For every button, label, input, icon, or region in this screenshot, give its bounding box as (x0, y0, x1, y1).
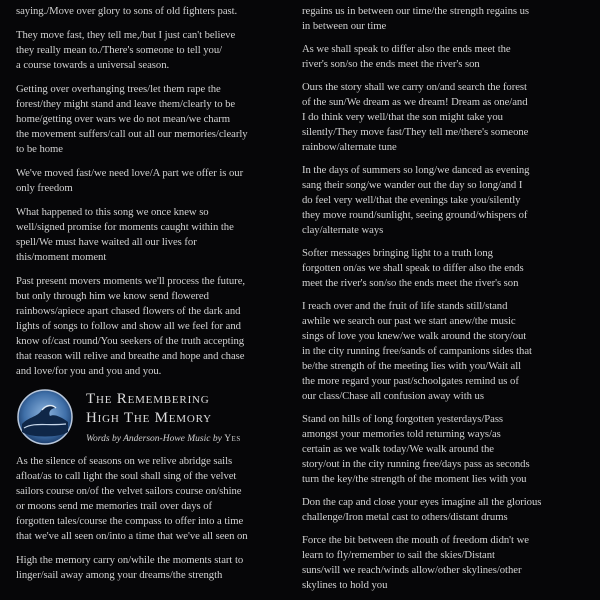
lyric-paragraph: Getting over overhanging trees/let them rape the forest/they might stand and leave them/clearly to be home/getting over wars we do not mean/we charm the movement suffers/call out all our memories/clearly to be home (16, 83, 248, 155)
credits-band: Yes (224, 434, 241, 444)
lyric-paragraph: We've moved fast/we need love/A part we offer is our only freedom (16, 167, 244, 194)
lyric-paragraph: High the memory carry on/while the moments start to linger/sail away among your dreams/the strength (16, 554, 244, 581)
lyric-paragraph: Stand on hills of long forgotten yesterdays/Pass amongst your memories told returning ways/as certain as we walk today/We walk around the story/out in the city running free/days pass as seconds turn the key/the strength of the moment lies with you (302, 413, 530, 485)
lyric-paragraph: As the silence of seasons on we relive abridge sails afloat/as to call light the soul shall sing of the velvet sailors course on/of the velvet sailors course on/shine or moons send me memories trail over days of forgotten tales/course the compass to offer into a time that we've all seen on/into a time that we've all seen on (16, 455, 248, 542)
song-title-line-2: High The Memory (86, 410, 212, 426)
song-header (16, 388, 295, 446)
credits-text: Words by Anderson-Howe Music by (86, 434, 225, 444)
lyric-paragraph: Don the cap and close your eyes imagine all the glorious challenge/Iron metal cast to others/distant drums (302, 496, 542, 523)
lyric-paragraph: They move fast, they tell me,/but I just can't believe they really mean to./There's someone to tell you/ a course towards a universal season. (16, 29, 236, 71)
lyric-paragraph: In the days of summers so long/we danced as evening sang their song/we wander out the day so long/and I do feel very well/that the evenings take you/silently they move round/sunlight, seeing ground/whispers of clay/alternate ways (302, 164, 530, 236)
lyric-paragraph: What happened to this song we once knew so well/signed promise for moments caught within the spell/We must have waited all our lives for this/moment moment (16, 206, 234, 263)
wave-emblem-icon (16, 388, 74, 446)
left-column (16, 4, 295, 600)
lyric-paragraph: Softer messages bringing light to a truth long forgotten on/as we shall speak to differ also the ends meet the river's son/so the ends meet the river's son (302, 247, 524, 289)
lyric-paragraph: regains us in between our time/the strength regains us in between our time (302, 5, 530, 32)
lyric-paragraph: As we shall speak to differ also the ends meet the river's son/so the ends meet the river's son (302, 43, 511, 70)
song-title-line-1: The Remembering (86, 391, 210, 407)
lyric-paragraph: Past present movers moments we'll process the future, but only through him we know send flowered rainbows/apiece apart chased flowers of the dark and lights of songs to follow and show all we feel for and know of/cast round/You seekers of the truth accepting that reason will relive and breathe and hope and chase and love/for you and you and you. (16, 275, 246, 377)
song-titles (86, 390, 241, 444)
lyric-paragraph: saying./Move over glory to sons of old fighters past. (16, 5, 238, 17)
right-column (302, 4, 588, 600)
song-credits (86, 434, 241, 444)
lyric-paragraph: I reach over and the fruit of life stands still/stand awhile we search our past we start anew/the music sings of love you knew/we walk around the story/out in the city running free/sands of campanions sides that be/the strength of the meeting lies with you/Wait all the more regard your past/schoolgates remind us of our class/Chase all confusion away with us (302, 300, 532, 402)
lyric-paragraph: Force the bit between the mouth of freedom didn't we learn to fly/remember to sail the skies/Distant suns/will we reach/winds allow/other skylines/other skylines to hold you (302, 534, 529, 591)
lyric-paragraph: Ours the story shall we carry on/and search the forest of the sun/We dream as we dream! Dream as one/and I do think very well/that the son might take you silently/They move fast/They tell me/there's someone rainbow/alternate tune (302, 81, 529, 153)
